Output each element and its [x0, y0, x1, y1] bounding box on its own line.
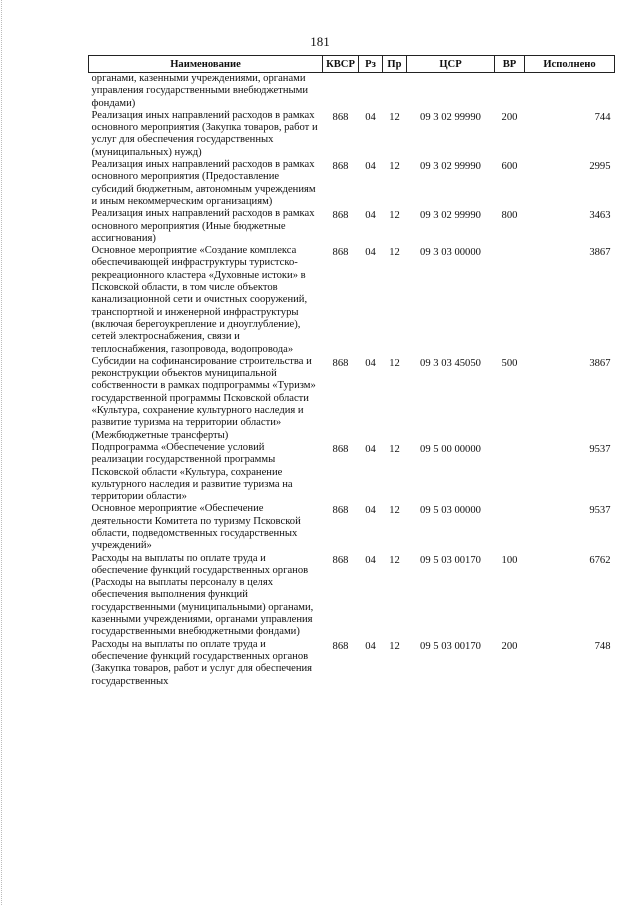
- cell-rz: 04: [365, 443, 376, 455]
- cell-name: Расходы на выплаты по оплате труда и обеспечение функций государственных органов (Закупка товаров, работ и услуг для обеспечения государственных: [91, 638, 313, 687]
- table-row: [89, 73, 615, 110]
- cell-exec: 3867: [589, 357, 611, 369]
- cell-pr: 12: [389, 210, 400, 222]
- cell-vr: 800: [501, 210, 518, 222]
- cell-csr: 09 5 03 00000: [420, 505, 481, 517]
- cell-pr: [383, 73, 407, 110]
- cell-vr: 500: [501, 357, 518, 369]
- cell-name: Реализация иных направлений расходов в рамках основного мероприятия (Предоставление субсидий бюджетным, автономным учреждениям и иным некоммерческим организациям): [91, 159, 316, 207]
- cell-exec: 3463: [589, 210, 611, 222]
- cell-pr: 12: [389, 357, 400, 369]
- header-kvsr: КВСР: [323, 56, 359, 73]
- cell-vr: 600: [501, 161, 518, 173]
- table-row: [89, 208, 615, 245]
- cell-exec: 9537: [589, 443, 611, 455]
- cell-kvsr: 868: [332, 111, 349, 123]
- cell-pr: 12: [389, 161, 400, 173]
- cell-csr: 09 3 03 00000: [420, 247, 481, 259]
- cell-name: Расходы на выплаты по оплате труда и обеспечение функций государственных органов (Расходы на выплаты персоналу в целях обеспечения выполнения функций государственными (муниципальными) органами, казенными учреждениями, органами управления государственными внебюджетными фондами): [91, 552, 314, 638]
- cell-pr: 12: [389, 554, 400, 566]
- cell-kvsr: 868: [332, 210, 349, 222]
- cell-rz: 04: [365, 210, 376, 222]
- cell-kvsr: [323, 73, 359, 110]
- table-row: [89, 553, 615, 639]
- header-rz: Рз: [359, 56, 383, 73]
- header-vr: ВР: [495, 56, 525, 73]
- cell-name: Реализация иных направлений расходов в рамках основного мероприятия (Закупка товаров, работ и услуг для обеспечения государственных (муниципальных) нужд): [91, 109, 318, 158]
- cell-exec: 3867: [589, 247, 611, 259]
- cell-name: органами, казенными учреждениями, органами управления государственными внебюджетными фондами): [91, 73, 309, 109]
- cell-name: Основное мероприятие «Создание комплекса обеспечивающей инфраструктуры туристско-рекреационного кластера «Духовные истоки» в Псковской области, в том числе объектов канализационной сети и очистных сооружений, транспортной и инженерной инфраструктуры (включая берегоукрепление и дноуглубление), сетей электроснабжения, связи и теплоснабжения, газопровода, водопровода»: [91, 245, 308, 355]
- cell-pr: 12: [389, 443, 400, 455]
- cell-csr: [407, 73, 495, 110]
- cell-rz: 04: [365, 247, 376, 259]
- cell-kvsr: 868: [332, 247, 349, 259]
- cell-csr: 09 5 00 00000: [420, 443, 481, 455]
- cell-csr: 09 3 02 99990: [420, 111, 481, 123]
- cell-rz: 04: [365, 640, 376, 652]
- cell-exec: 744: [594, 111, 611, 123]
- cell-pr: 12: [389, 505, 400, 517]
- cell-vr: 100: [501, 554, 518, 566]
- table-body: [89, 73, 615, 688]
- cell-rz: 04: [365, 505, 376, 517]
- table-header: [89, 56, 615, 73]
- cell-name: Реализация иных направлений расходов в рамках основного мероприятия (Иные бюджетные ассигнования): [91, 208, 315, 244]
- cell-pr: 12: [389, 247, 400, 259]
- page-number: 181: [310, 34, 330, 49]
- cell-csr: 09 5 03 00170: [420, 640, 481, 652]
- table-row: [89, 159, 615, 208]
- cell-vr: [495, 73, 525, 110]
- cell-csr: 09 3 02 99990: [420, 161, 481, 173]
- cell-exec: 2995: [589, 161, 611, 173]
- cell-kvsr: 868: [332, 443, 349, 455]
- cell-pr: 12: [389, 111, 400, 123]
- cell-exec: 6762: [589, 554, 611, 566]
- table-row: [89, 639, 615, 688]
- cell-name: Субсидии на софинансирование строительства и реконструкции объектов муниципальной собственности в рамках подпрограммы «Туризм» государственной программы Псковской области «Культура, сохранение культурного наследия и развитие туризма на территории области» (Межбюджетные трансферты): [91, 355, 316, 441]
- cell-csr: 09 3 02 99990: [420, 210, 481, 222]
- header-pr: Пр: [383, 56, 407, 73]
- cell-vr: [495, 245, 525, 356]
- cell-rz: 04: [365, 111, 376, 123]
- cell-kvsr: 868: [332, 640, 349, 652]
- table-row: [89, 110, 615, 159]
- cell-rz: 04: [365, 161, 376, 173]
- header-name: Наименование: [89, 56, 323, 73]
- cell-vr: 200: [501, 111, 518, 123]
- cell-kvsr: 868: [332, 357, 349, 369]
- scan-edge: [1, 0, 4, 905]
- cell-pr: 12: [389, 640, 400, 652]
- cell-name: Подпрограмма «Обеспечение условий реализации государственной программы Псковской области «Культура, сохранение культурного наследия и развитие туризма на территории области»: [91, 441, 293, 503]
- cell-name: Основное мероприятие «Обеспечение деятельности Комитета по туризму Псковской области, подведомственных государственных учреждений»: [91, 503, 301, 552]
- cell-rz: 04: [365, 357, 376, 369]
- table-row: [89, 245, 615, 356]
- header-exec: Исполнено: [525, 56, 615, 73]
- cell-kvsr: 868: [332, 505, 349, 517]
- table-row: [89, 442, 615, 503]
- cell-vr: [495, 442, 525, 503]
- budget-table: [88, 55, 615, 688]
- cell-exec: 748: [594, 640, 611, 652]
- cell-vr: [495, 503, 525, 552]
- table-row: [89, 356, 615, 442]
- cell-exec: 9537: [589, 505, 611, 517]
- cell-kvsr: 868: [332, 161, 349, 173]
- cell-vr: 200: [501, 640, 518, 652]
- cell-rz: [359, 73, 383, 110]
- header-csr: ЦСР: [407, 56, 495, 73]
- cell-kvsr: 868: [332, 554, 349, 566]
- cell-rz: 04: [365, 554, 376, 566]
- cell-csr: 09 3 03 45050: [420, 357, 481, 369]
- table-row: [89, 503, 615, 552]
- cell-csr: 09 5 03 00170: [420, 554, 481, 566]
- cell-exec: [525, 73, 615, 110]
